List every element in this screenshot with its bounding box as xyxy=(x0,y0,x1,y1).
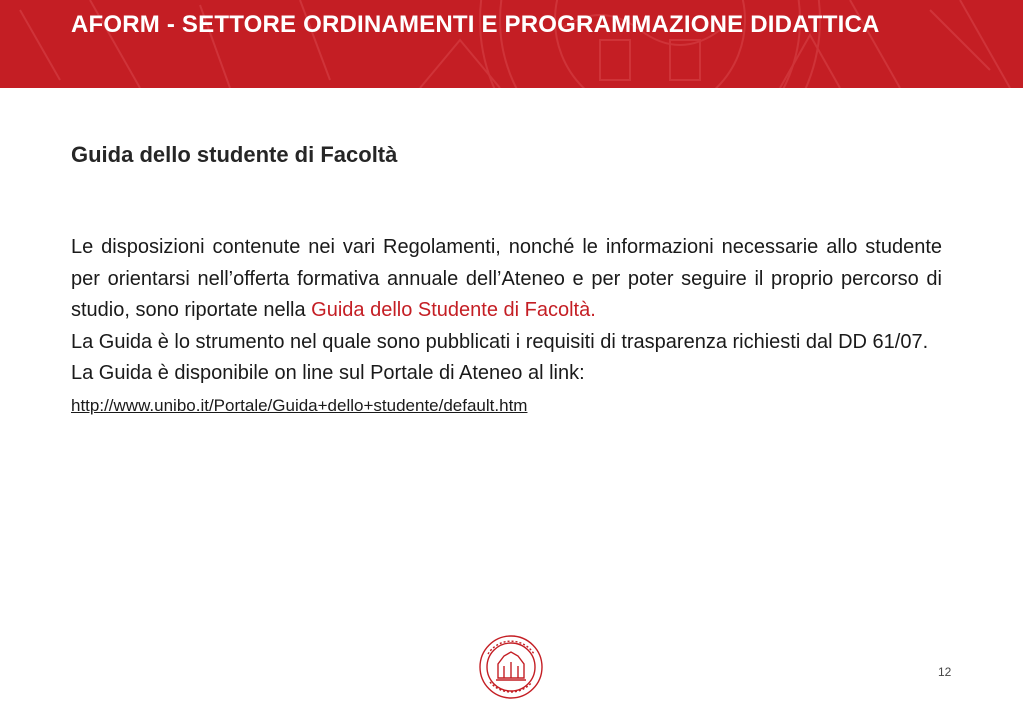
page-number: 12 xyxy=(938,665,952,679)
guide-highlight: Guida dello Studente di Facoltà. xyxy=(311,299,596,321)
paragraph-online: La Guida è disponibile on line sul Portale di Ateneo al link: xyxy=(71,362,585,384)
paragraph-guide-description xyxy=(71,232,942,327)
slide-title: Guida dello studente di Facoltà xyxy=(71,142,398,167)
paragraph-transparency: La Guida è lo strumento nel quale sono pubblicati i requisiti di trasparenza richiesti dal DD 61/07. xyxy=(71,330,929,353)
header-banner xyxy=(0,0,1023,88)
slide-body xyxy=(71,232,942,420)
paragraph1-text: Le disposizioni contenute nei vari Regolamenti, nonché le informazioni necessarie allo studente per orientarsi nell’offerta formativa annuale dell’Ateneo e per poter seguire il proprio percorso di studio, sono riportate nella xyxy=(71,236,942,321)
university-seal-icon xyxy=(478,634,544,700)
guide-link[interactable]: http://www.unibo.it/Portale/Guida+dello+studente/default.htm xyxy=(71,395,528,415)
header-title: AFORM - SETTORE ORDINAMENTI E PROGRAMMAZIONE DIDATTICA xyxy=(71,11,880,38)
